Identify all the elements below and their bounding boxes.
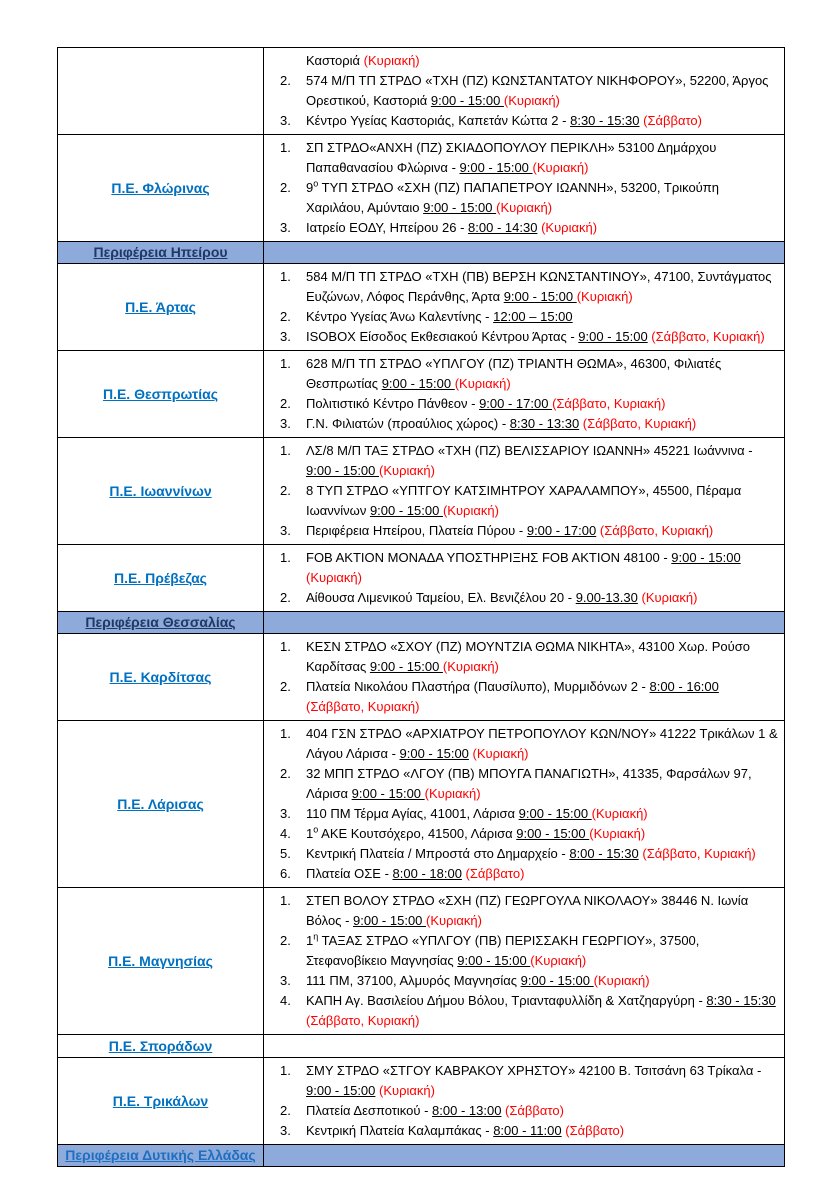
time-range: 9:00 - 15:00 [518,806,592,821]
time-range: 9:00 - 15:00 [430,93,504,108]
item-text [306,414,778,434]
item-number: 1. [280,269,291,284]
location-text: 9 [306,180,314,195]
unit-name-link[interactable]: Π.Ε. Σποράδων [108,1038,213,1054]
item-text [306,1121,778,1141]
location-list [264,634,784,720]
time-range: 9:00 - 15:00 [423,200,497,215]
time-range: 8:30 - 15:30 [570,113,640,128]
region-header-cell [58,612,264,634]
item-number: 2. [280,73,291,88]
location-text: ΤΑΞΑΣ ΣΤΡΔΟ «ΥΠΛΓΟΥ (ΠΒ) ΠΕΡΙΣΣΑΚΗ ΓΕΩΡΓΙΟΥ», 37500, Στεφανοβίκειο Μαγνησίας [306,933,700,968]
location-item [280,677,778,717]
item-number: 1. [280,140,291,155]
item-number: 2. [280,766,291,781]
location-text: Πλατεία ΟΣΕ - [306,866,393,881]
item-number: 1. [280,550,291,565]
item-number: 1. [280,356,291,371]
region-header-cell [58,242,264,264]
time-range: 9:00 - 17:00 [479,396,553,411]
item-text [306,111,778,131]
location-item [280,724,778,764]
location-text: Κέντρο Υγείας Άνω Καλεντίνης - [306,309,494,324]
unit-name-cell [58,634,264,721]
locations-cell [264,888,785,1035]
region-header-empty-cell [264,242,785,264]
locations-cell [264,351,785,438]
unit-name-cell [58,438,264,545]
item-number: 1. [280,893,291,908]
location-item [280,354,778,394]
location-item [280,51,778,71]
item-text [306,824,778,844]
locations-cell [264,48,785,135]
time-range: 9:00 - 15:00 [369,503,443,518]
location-item [280,637,778,677]
item-text [306,51,778,71]
day-note: (Κυριακή) [306,570,362,585]
unit-row [58,48,785,135]
location-text: Καστοριά [306,53,364,68]
day-note: (Κυριακή) [442,659,499,674]
day-note: (Σάββατο, Κυριακή) [599,523,714,538]
location-text: Γ.Ν. Φιλιατών (προαύλιος χώρος) - [306,416,510,431]
day-note: (Κυριακή) [472,746,529,761]
location-item [280,864,778,884]
location-list [264,264,784,350]
location-text: ΣΤΕΠ ΒΟΛΟΥ ΣΤΡΔΟ «ΣΧΗ (ΠΖ) ΓΕΩΡΓΟΥΛΑ ΝΙΚΟΛΑΟΥ» 38446 Ν. Ιωνία Βόλος - [306,893,749,928]
time-range: 9:00 - 15:00 [381,376,455,391]
item-text [306,991,778,1031]
unit-row [58,438,785,545]
location-text: ΤΥΠ ΣΤΡΔΟ «ΣΧΗ (ΠΖ) ΠΑΠΑΠΕΤΡΟΥ ΙΩΑΝΝΗ», 53200, Τρικούπη Χαριλάου, Αμύνταιο [306,180,719,215]
item-number: 1. [280,1063,291,1078]
location-item [280,588,778,608]
time-range: 9:00 - 15:00 [671,550,741,565]
region-header-empty-cell [264,612,785,634]
unit-row [58,545,785,612]
location-text: Πολιτιστικό Κέντρο Πάνθεον - [306,396,480,411]
location-list [264,888,784,1034]
time-range: 9:00 - 15:00 [369,659,443,674]
item-text [306,677,778,717]
item-text [306,394,778,414]
unit-name-cell [58,888,264,1035]
region-header-label[interactable]: Περιφέρεια Δυτικής Ελλάδας [65,1147,256,1163]
item-number: 2. [280,1103,291,1118]
location-text: Περιφέρεια Ηπείρου, Πλατεία Πύρου - [306,523,527,538]
regions-directory-table [57,47,785,1167]
ordinal-superscript: ο [313,824,319,835]
day-note: (Σάββατο, Κυριακή) [642,846,756,861]
location-text: 628 Μ/Π ΤΠ ΣΤΡΔΟ «ΥΠΛΓΟΥ (ΠΖ) ΤΡΙΑΝΤΗ ΘΩΜΑ», 46300, Φιλιατές Θεσπρωτίας [306,356,722,391]
item-text [306,637,778,677]
location-item [280,71,778,111]
item-text [306,71,778,111]
item-number: 3. [280,1123,291,1138]
item-text [306,588,778,608]
item-text [306,267,778,307]
location-item [280,844,778,864]
time-range: 9:00 - 17:00 [526,523,597,538]
day-note: (Σάββατο) [465,866,525,881]
unit-name-cell [58,351,264,438]
unit-name-cell [58,264,264,351]
item-number: 2. [280,396,291,411]
time-range: 9:00 - 15:00 [503,289,577,304]
item-number: 1. [280,726,291,741]
regions-table-body [58,48,785,1167]
unit-name-link[interactable]: Π.Ε. Μαγνησίας [108,953,213,969]
unit-row [58,1035,785,1058]
item-text [306,354,778,394]
item-text [306,724,778,764]
location-item [280,891,778,931]
unit-name-link[interactable]: Π.Ε. Άρτας [125,299,196,315]
time-range: 8:00 - 14:30 [468,220,538,235]
location-item [280,111,778,131]
location-list [264,545,784,611]
unit-name-cell [58,48,264,135]
item-text [306,327,778,347]
time-range: 9:00 - 15:00 [399,746,469,761]
unit-row [58,351,785,438]
location-item [280,307,778,327]
time-range: 8:00 - 18:00 [392,866,462,881]
day-note: (Σάββατο, Κυριακή) [582,416,697,431]
day-note: (Κυριακή) [530,953,587,968]
location-item [280,394,778,414]
location-text: ΚΕΣΝ ΣΤΡΔΟ «ΣΧΟΥ (ΠΖ) ΜΟΥΝΤΖΙΑ ΘΩΜΑ ΝΙΚΗΤΑ», 43100 Χωρ. Ρούσο Καρδίτσας [306,639,750,674]
location-item [280,414,778,434]
location-text: 404 ΓΣΝ ΣΤΡΔΟ «ΑΡΧΙΑΤΡΟΥ ΠΕΤΡΟΠΟΥΛΟΥ ΚΩΝ/ΝΟΥ» 41222 Τρικάλων 1 & Λάγου Λάρισα - [306,726,778,761]
location-text: 111 ΠΜ, 37100, Αλμυρός Μαγνησίας [306,973,521,988]
item-number: 3. [280,113,291,128]
region-header-label[interactable]: Περιφέρεια Θεσσαλίας [85,614,236,630]
location-item [280,1061,778,1101]
day-note: (Κυριακή) [379,463,435,478]
item-text [306,138,778,178]
unit-name-cell [58,721,264,888]
location-text: 1 [306,933,314,948]
unit-name-cell [58,1035,264,1058]
day-note: (Σάββατο) [565,1123,625,1138]
region-header-cell [58,1145,264,1167]
item-number: 3. [280,973,291,988]
location-item [280,824,778,844]
item-number: 2. [280,590,291,605]
item-text [306,521,778,541]
unit-name-link[interactable]: Π.Ε. Πρέβεζας [114,570,207,586]
location-item [280,441,778,481]
item-text [306,891,778,931]
location-text: ΚΑΠΗ Αγ. Βασιλείου Δήμου Βόλου, Τριανταφυλλίδη & Χατζηαργύρη - [306,993,707,1008]
location-item [280,481,778,521]
time-range: 8:30 - 15:30 [706,993,776,1008]
location-text: 1 [306,826,314,841]
item-number: 1. [280,639,291,654]
time-range: 9:00 - 15:00 [516,826,590,841]
item-number: 3. [280,329,291,344]
day-note: (Κυριακή) [426,913,482,928]
item-number: 2. [280,933,291,948]
item-text [306,481,778,521]
location-text: Πλατεία Νικολάου Πλαστήρα (Παυσίλυπο), Μυρμιδόνων 2 - [306,679,650,694]
item-number: 5. [280,846,291,861]
region-header-row [58,242,785,264]
location-text: ΣΠ ΣΤΡΔΟ«ΑΝΧΗ (ΠΖ) ΣΚΙΑΔΟΠΟΥΛΟΥ ΠΕΡΙΚΛΗ» 53100 Δημάρχου Παπαθανασίου Φλώρινα - [306,140,717,175]
item-number: 1. [280,443,291,458]
item-text [306,218,778,238]
day-note: (Κυριακή) [532,160,589,175]
locations-cell [264,1035,785,1058]
location-item [280,218,778,238]
time-range: 9:00 - 15:00 [459,160,533,175]
item-number: 3. [280,523,291,538]
unit-name-link[interactable]: Π.Ε. Ιωαννίνων [109,483,212,499]
locations-cell [264,721,785,888]
unit-row [58,721,785,888]
day-note: (Σάββατο) [505,1103,564,1118]
location-item [280,1101,778,1121]
location-text: Κέντρο Υγείας Καστοριάς, Καπετάν Κώττα 2 - [306,113,571,128]
location-text: Αίθουσα Λιμενικού Ταμείου, Ελ. Βενιζέλου 20 - [306,590,576,605]
time-range: 8:00 - 11:00 [493,1123,562,1138]
unit-row [58,888,785,1035]
item-number: 4. [280,826,291,841]
time-range: 8:00 - 16:00 [649,679,719,694]
location-text: 32 ΜΠΠ ΣΤΡΔΟ «ΛΓΟΥ (ΠΒ) ΜΠΟΥΓΑ ΠΑΝΑΓΙΩΤΗ», 41335, Φαρσάλων 97, Λάρισα [306,766,752,801]
location-item [280,521,778,541]
region-header-row [58,1145,785,1167]
item-number: 2. [280,309,291,324]
day-note: (Κυριακή) [442,503,499,518]
item-text [306,844,778,864]
locations-cell [264,135,785,242]
time-range: 9:00 - 15:00 [457,953,531,968]
day-note: (Κυριακή) [591,806,648,821]
location-text: ΣΜΥ ΣΤΡΔΟ «ΣΤΓΟΥ ΚΑΒΡΑΚΟΥ ΧΡΗΣΤΟΥ» 42100 Β. Τσιτσάνη 63 Τρίκαλα - [306,1063,762,1078]
location-text: 574 Μ/Π ΤΠ ΣΤΡΔΟ «ΤΧΗ (ΠΖ) ΚΩΝΣΤΑΝΤΑΤΟΥ ΝΙΚΗΦΟΡΟΥ», 52200, Άργος Ορεστικού, Καστοριά [306,73,769,108]
location-list [264,1058,784,1144]
unit-row [58,264,785,351]
ordinal-superscript: η [313,931,319,942]
unit-name-link[interactable]: Π.Ε. Τρικάλων [112,1093,209,1109]
unit-row [58,634,785,721]
item-text [306,931,778,971]
ordinal-superscript: ο [313,178,319,189]
item-text [306,971,778,991]
unit-row [58,135,785,242]
locations-cell [264,264,785,351]
item-text [306,307,778,327]
location-item [280,1121,778,1141]
region-header-row [58,612,785,634]
location-item [280,548,778,588]
locations-cell [264,545,785,612]
item-number: 2. [280,679,291,694]
location-text: Κεντρική Πλατεία Καλαμπάκας - [306,1123,494,1138]
day-note: (Κυριακή) [454,376,511,391]
location-text: ΛΣ/8 Μ/Π ΤΑΞ ΣΤΡΔΟ «ΤΧΗ (ΠΖ) ΒΕΛΙΣΣΑΡΙΟΥ ΙΩΑΝΝΗ» 45221 Ιωάννινα - [306,443,753,458]
day-note: (Κυριακή) [496,200,553,215]
item-text [306,548,778,588]
time-range: 9.00-13.30 [575,590,638,605]
location-item [280,971,778,991]
location-text: 584 Μ/Π ΤΠ ΣΤΡΔΟ «ΤΧΗ (ΠΒ) ΒΕΡΣΗ ΚΩΝΣΤΑΝΤΙΝΟΥ», 47100, Συντάγματος Ευζώνων, Λόφος Περάνθης, Άρτα [306,269,772,304]
time-range: 9:00 - 15:00 [520,973,594,988]
day-note: (Κυριακή) [424,786,481,801]
time-range: 9:00 - 15:00 [306,1083,376,1098]
time-range: 8:30 - 13:30 [509,416,580,431]
time-range: 12:00 – 15:00 [493,309,573,324]
item-text [306,804,778,824]
item-text [306,1061,778,1101]
location-item [280,804,778,824]
location-item [280,138,778,178]
day-note: (Κυριακή) [503,93,560,108]
day-note: (Σάββατο) [643,113,702,128]
time-range: 8:00 - 15:30 [569,846,639,861]
location-item [280,327,778,347]
location-item [280,764,778,804]
item-number: 3. [280,806,291,821]
item-number: 2. [280,483,291,498]
location-text: 8 ΤΥΠ ΣΤΡΔΟ «ΥΠΤΓΟΥ ΚΑΤΣΙΜΗΤΡΟΥ ΧΑΡΑΛΑΜΠΟΥ», 45500, Πέραμα Ιωαννίνων [306,483,742,518]
unit-name-cell [58,135,264,242]
location-list [264,438,784,544]
item-text [306,1101,778,1121]
day-note: (Κυριακή) [541,220,598,235]
time-range: 8:00 - 13:00 [432,1103,502,1118]
unit-name-link[interactable]: Π.Ε. Φλώρινας [111,180,210,196]
item-text [306,441,778,481]
item-number: 4. [280,993,291,1008]
locations-cell [264,1058,785,1145]
day-note: (Κυριακή) [363,53,420,68]
location-text: Πλατεία Δεσποτικού - [306,1103,433,1118]
location-text: FOB AKTION ΜΟΝΑΔΑ ΥΠΟΣΤΗΡΙΞΗΣ FOB AKTION 48100 - [306,550,672,565]
location-list [264,351,784,437]
day-note: (Σάββατο, Κυριακή) [306,699,420,714]
time-range: 9:00 - 15:00 [353,913,427,928]
day-note: (Σάββατο, Κυριακή) [306,1013,420,1028]
location-text: Κεντρική Πλατεία / Μπροστά στο Δημαρχείο - [306,846,570,861]
unit-row [58,1058,785,1145]
location-text: ISOBOX Είσοδος Εκθεσιακού Κέντρου Άρτας - [306,329,579,344]
item-text [306,178,778,218]
location-text: 110 ΠΜ Τέρμα Αγίας, 41001, Λάρισα [306,806,519,821]
day-note: (Σάββατο, Κυριακή) [552,396,666,411]
day-note: (Κυριακή) [641,590,698,605]
item-number: 2. [280,180,291,195]
location-text: ΑΚΕ Κουτσόχερο, 41500, Λάρισα [318,826,517,841]
location-item [280,991,778,1031]
day-note: (Κυριακή) [589,826,646,841]
item-number: 6. [280,866,291,881]
day-note: (Κυριακή) [379,1083,435,1098]
location-list [264,135,784,241]
item-number: 3. [280,220,291,235]
location-item [280,267,778,307]
locations-cell [264,438,785,545]
locations-cell [264,634,785,721]
location-text: Ιατρείο ΕΟΔΥ, Ηπείρου 26 - [306,220,469,235]
region-header-empty-cell [264,1145,785,1167]
item-text [306,764,778,804]
unit-name-cell [58,545,264,612]
unit-name-link[interactable]: Π.Ε. Θεσπρωτίας [102,386,219,402]
unit-name-link[interactable]: Π.Ε. Καρδίτσας [109,669,212,685]
unit-name-cell [58,1058,264,1145]
location-item [280,178,778,218]
item-text [306,864,778,884]
item-number: 3. [280,416,291,431]
unit-name-link[interactable]: Π.Ε. Λάρισας [117,796,204,812]
day-note: (Κυριακή) [576,289,633,304]
time-range: 9:00 - 15:00 [351,786,425,801]
location-list [264,721,784,887]
day-note: (Κυριακή) [593,973,650,988]
day-note: (Σάββατο, Κυριακή) [651,329,765,344]
location-list [264,48,784,134]
time-range: 9:00 - 15:00 [578,329,648,344]
location-item [280,931,778,971]
region-header-label[interactable]: Περιφέρεια Ηπείρου [93,244,228,260]
time-range: 9:00 - 15:00 [306,463,379,478]
